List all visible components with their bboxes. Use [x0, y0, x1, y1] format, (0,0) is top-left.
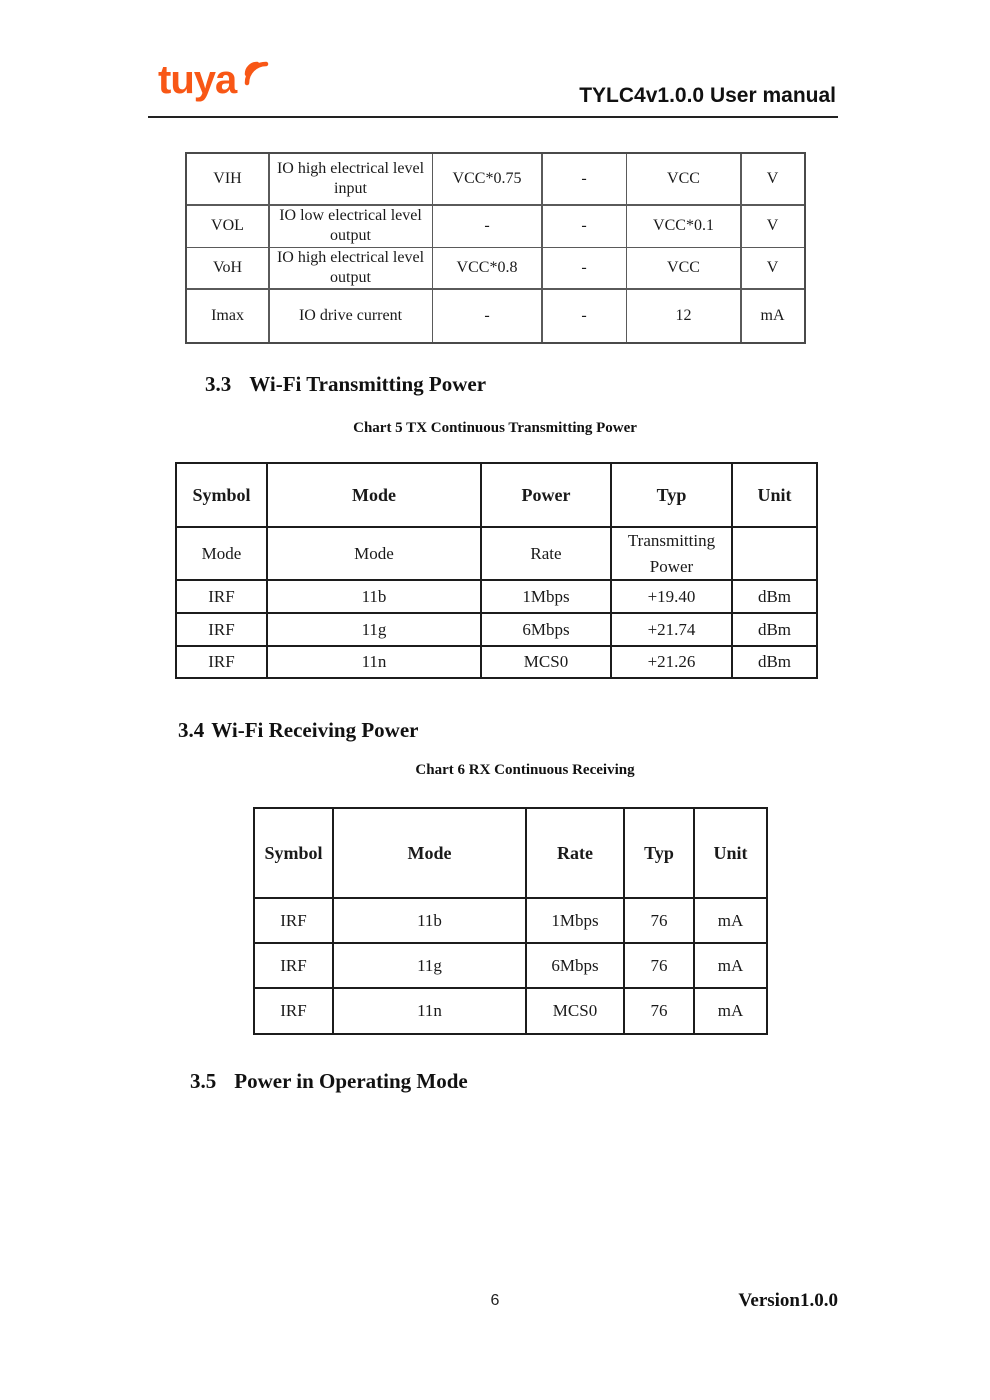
- section-number: 3.5: [190, 1069, 217, 1093]
- table-cell: 76: [625, 899, 693, 942]
- column-header: Typ: [612, 464, 731, 526]
- table-cell: 1Mbps: [482, 581, 610, 612]
- table-cell: 11g: [268, 614, 480, 645]
- table-cell: Imax: [187, 290, 268, 342]
- section-title: Power in Operating Mode: [234, 1069, 468, 1093]
- column-header: Symbol: [177, 464, 266, 526]
- table-cell: 11g: [334, 944, 525, 987]
- table-cell: VIH: [187, 154, 268, 204]
- table-cell: 11n: [334, 989, 525, 1033]
- table-cell: mA: [695, 989, 766, 1033]
- table-cell: IO high electrical level input: [270, 154, 432, 204]
- section-number: 3.4: [178, 718, 205, 742]
- table-cell: 76: [625, 944, 693, 987]
- table-cell: Mode: [177, 528, 266, 579]
- section-heading-power-in-operating-mode: [190, 1069, 468, 1094]
- table-cell: Mode: [268, 528, 480, 579]
- table-cell: -: [543, 154, 626, 204]
- table-cell: IO low electrical level output: [270, 206, 432, 247]
- table-cell: 12: [627, 290, 740, 342]
- table-cell: Transmitting Power: [612, 528, 731, 579]
- table-cell: IRF: [177, 581, 266, 612]
- table-cell: VOL: [187, 206, 268, 247]
- table-cell: -: [433, 206, 541, 247]
- header-divider: [148, 116, 838, 118]
- table-cell: IRF: [177, 614, 266, 645]
- table-cell: dBm: [733, 647, 816, 677]
- electrical-characteristics-table: [185, 152, 806, 344]
- chart5-caption: Chart 5 TX Continuous Transmitting Power: [353, 420, 637, 436]
- column-header: Mode: [268, 464, 480, 526]
- table-cell: IRF: [255, 899, 332, 942]
- section-title: Wi-Fi Receiving Power: [211, 718, 419, 742]
- table-cell: V: [742, 206, 804, 247]
- table-cell: mA: [695, 944, 766, 987]
- table-cell: 76: [625, 989, 693, 1033]
- table-cell: IRF: [177, 647, 266, 677]
- table-cell: 6Mbps: [527, 944, 623, 987]
- version-label: Version1.0.0: [738, 1290, 838, 1311]
- table-cell: VCC*0.1: [627, 206, 740, 247]
- section-heading-wifi-transmitting-power: [205, 372, 486, 397]
- table-cell: VoH: [187, 248, 268, 288]
- column-header: Typ: [625, 809, 693, 897]
- table-cell: +19.40: [612, 581, 731, 612]
- column-header: Unit: [733, 464, 816, 526]
- table-cell: MCS0: [482, 647, 610, 677]
- table-cell: dBm: [733, 614, 816, 645]
- tuya-logo-text: tuya: [158, 58, 237, 102]
- table-cell: dBm: [733, 581, 816, 612]
- column-header: Symbol: [255, 809, 332, 897]
- table-cell: VCC: [627, 248, 740, 288]
- section-title: Wi-Fi Transmitting Power: [249, 372, 487, 396]
- table-cell: VCC*0.8: [433, 248, 541, 288]
- table-cell: VCC: [627, 154, 740, 204]
- wifi-signal-icon: [240, 52, 276, 86]
- table-cell: -: [543, 248, 626, 288]
- rx-power-table: [253, 807, 768, 1035]
- table-cell: +21.74: [612, 614, 731, 645]
- document-title: TYLC4v1.0.0 User manual: [579, 84, 836, 107]
- section-heading-wifi-receiving-power: [178, 718, 418, 743]
- table-cell: 11b: [334, 899, 525, 942]
- table-cell: mA: [742, 290, 804, 342]
- column-header: Unit: [695, 809, 766, 897]
- table-cell: IO high electrical level output: [270, 248, 432, 288]
- table-cell: 6Mbps: [482, 614, 610, 645]
- table-cell: -: [543, 290, 626, 342]
- table-cell: mA: [695, 899, 766, 942]
- table-cell: 11n: [268, 647, 480, 677]
- table-cell: IRF: [255, 944, 332, 987]
- table-cell: VCC*0.75: [433, 154, 541, 204]
- table-cell: [733, 528, 816, 579]
- table-cell: IRF: [255, 989, 332, 1033]
- tuya-logo: [158, 60, 236, 100]
- page-number: 6: [490, 1292, 500, 1309]
- table-cell: 11b: [268, 581, 480, 612]
- column-header: Rate: [527, 809, 623, 897]
- table-cell: 1Mbps: [527, 899, 623, 942]
- section-number: 3.3: [205, 372, 232, 396]
- table-cell: MCS0: [527, 989, 623, 1033]
- chart6-caption: Chart 6 RX Continuous Receiving: [415, 762, 635, 778]
- table-cell: +21.26: [612, 647, 731, 677]
- table-cell: V: [742, 154, 804, 204]
- table-cell: V: [742, 248, 804, 288]
- column-header: Power: [482, 464, 610, 526]
- table-cell: Rate: [482, 528, 610, 579]
- column-header: Mode: [334, 809, 525, 897]
- table-cell: IO drive current: [270, 290, 432, 342]
- table-cell: -: [433, 290, 541, 342]
- table-cell: -: [543, 206, 626, 247]
- tx-power-table: [175, 462, 818, 679]
